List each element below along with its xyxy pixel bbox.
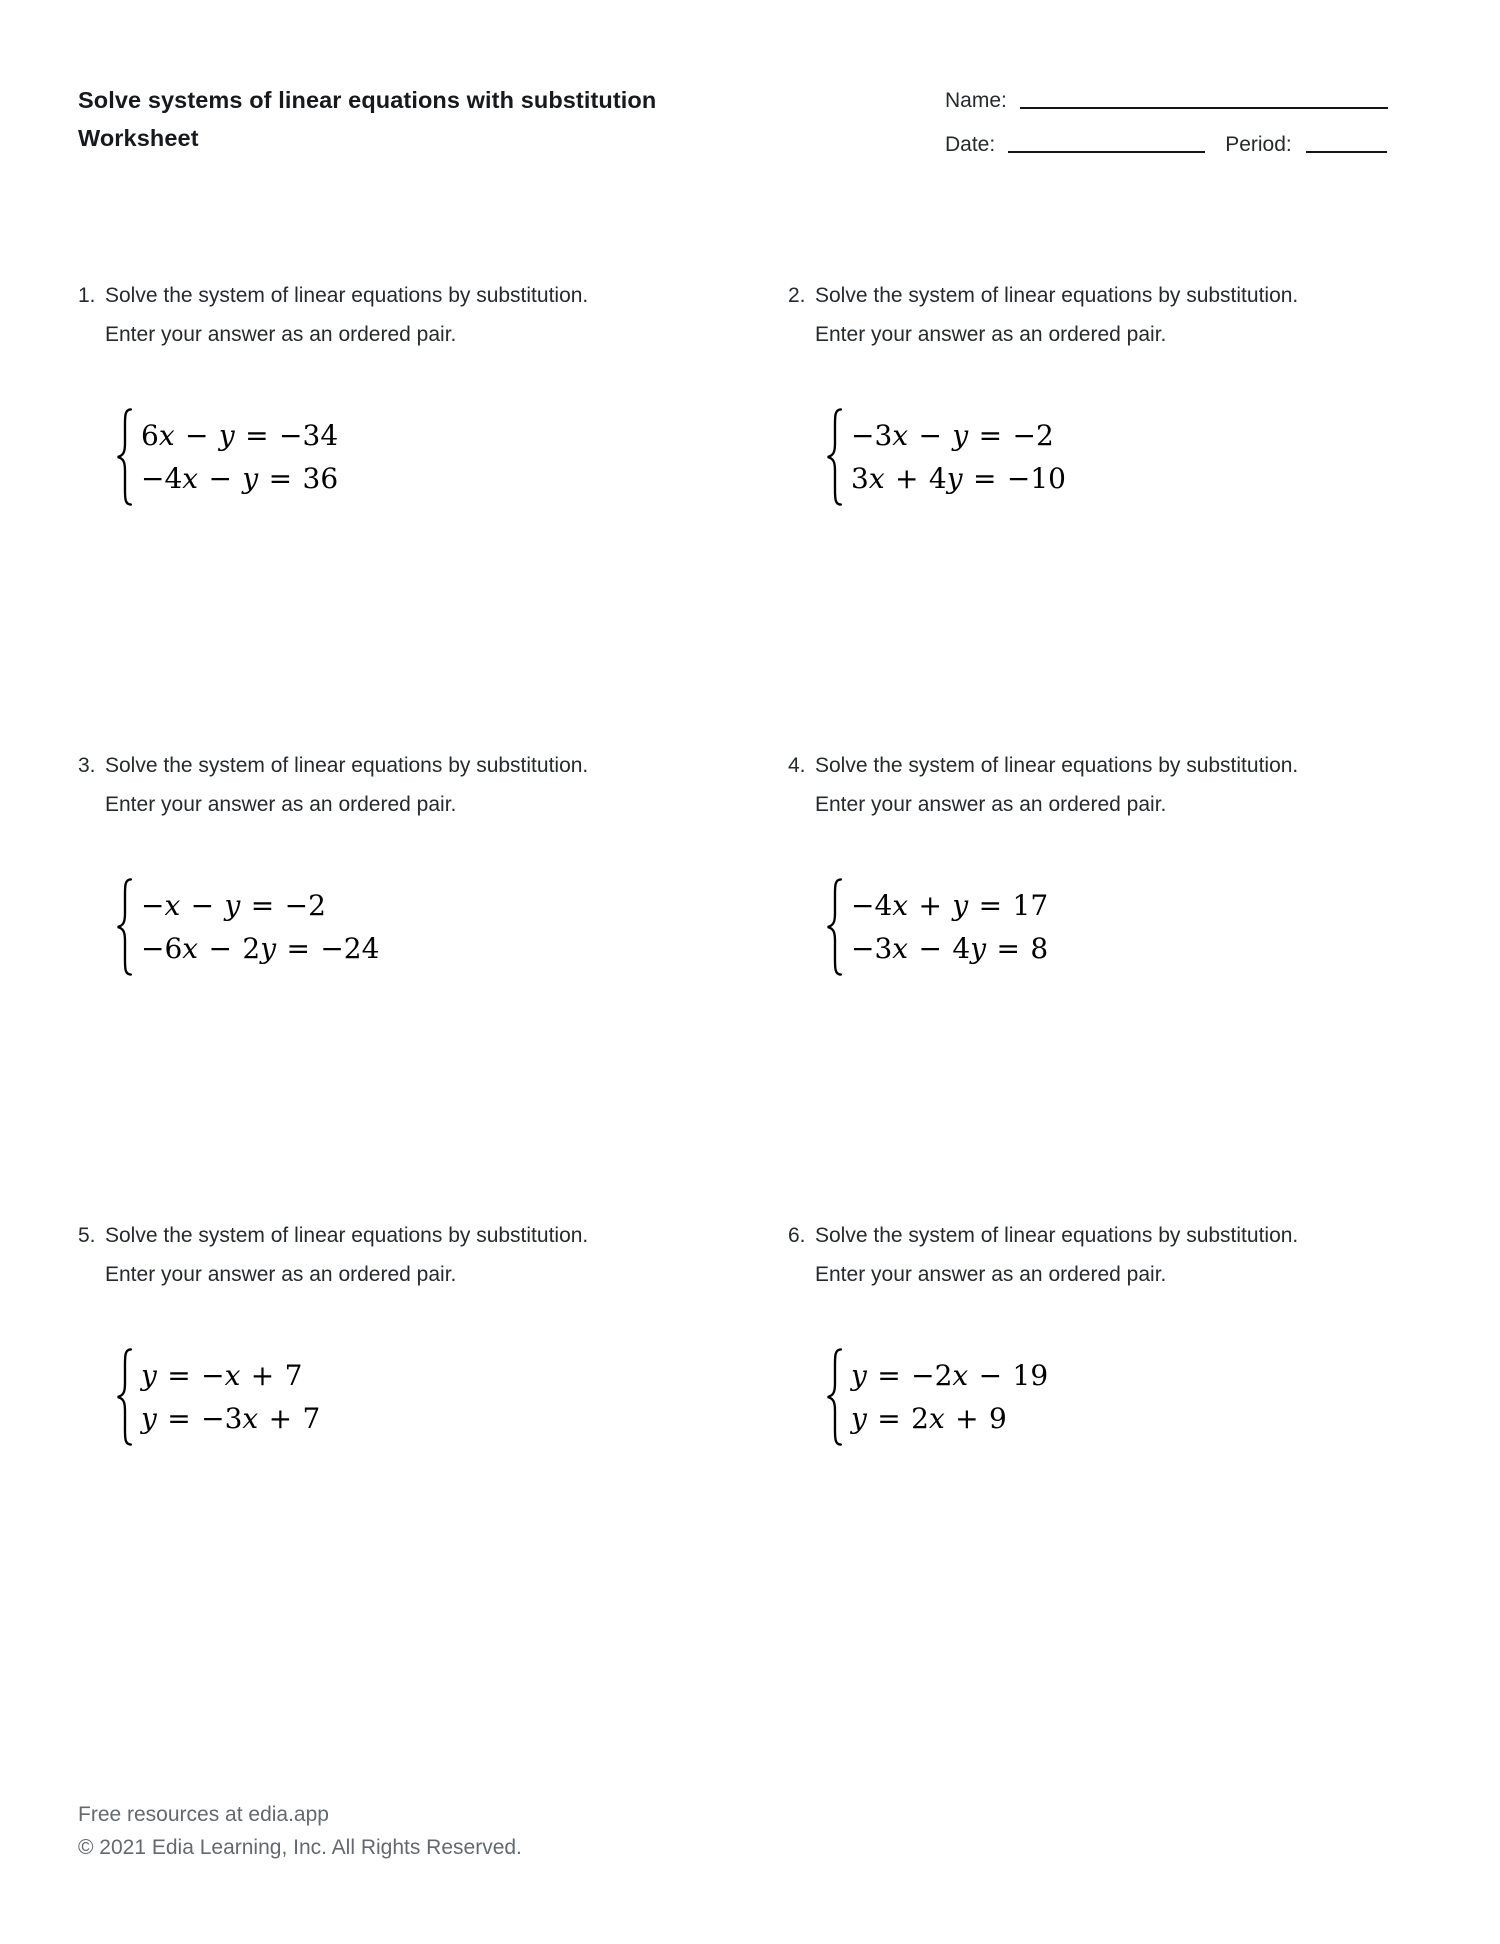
problem-1-equation-1: 6x − y = −34 xyxy=(141,418,339,452)
period-blank-line xyxy=(1306,151,1387,153)
problem-1-equations xyxy=(141,414,338,501)
name-label: Name: xyxy=(945,89,1007,112)
left-brace-icon xyxy=(825,878,844,976)
date-label: Date: xyxy=(945,133,996,156)
problem-6 xyxy=(788,1216,1428,1435)
footer-resources-text: Free resources at edia.app xyxy=(78,1803,329,1826)
problem-4-equation-1: −4x + y = 17 xyxy=(851,888,1049,922)
footer-copyright-text: © 2021 Edia Learning, Inc. All Rights Reserved. xyxy=(78,1836,522,1859)
problem-4-equation-2: −3x − 4y = 8 xyxy=(851,932,1049,965)
problem-1-system xyxy=(115,408,338,506)
problem-4-equations xyxy=(851,884,1048,971)
problem-2-system xyxy=(825,408,1066,506)
problem-3-prompt: Solve the system of linear equations by substitution. Enter your answer as an ordered pair. xyxy=(105,754,589,816)
problem-3 xyxy=(78,746,718,965)
page-footer xyxy=(78,1798,522,1864)
date-period-field-row xyxy=(945,130,1387,157)
problem-1 xyxy=(78,276,718,495)
name-blank-line xyxy=(1020,107,1388,109)
problem-6-equation-1: y = −2x − 19 xyxy=(851,1358,1049,1392)
problem-1-number: 1. xyxy=(78,284,96,307)
worksheet-title-line2: Worksheet xyxy=(78,125,199,151)
problem-2-prompt: Solve the system of linear equations by substitution. Enter your answer as an ordered pair. xyxy=(815,284,1299,346)
problem-6-number: 6. xyxy=(788,1224,806,1247)
left-brace-icon xyxy=(825,408,844,506)
problem-5-prompt: Solve the system of linear equations by substitution. Enter your answer as an ordered pair. xyxy=(105,1224,589,1286)
problem-4-number: 4. xyxy=(788,754,806,777)
problem-5-number: 5. xyxy=(78,1224,96,1247)
problem-3-system xyxy=(115,878,379,976)
problem-2 xyxy=(788,276,1428,495)
problem-3-equation-2: −6x − 2y = −24 xyxy=(141,932,380,965)
problem-4 xyxy=(788,746,1428,965)
problem-3-equations xyxy=(141,884,379,971)
problem-5-equation-1: y = −x + 7 xyxy=(141,1358,303,1392)
period-label: Period: xyxy=(1225,133,1292,156)
problem-3-equation-1: −x − y = −2 xyxy=(141,888,326,922)
problem-6-equations xyxy=(851,1354,1048,1441)
left-brace-icon xyxy=(115,408,134,506)
problem-5-equation-2: y = −3x + 7 xyxy=(141,1402,321,1435)
problem-6-equation-2: y = 2x + 9 xyxy=(851,1402,1007,1435)
problem-6-prompt: Solve the system of linear equations by substitution. Enter your answer as an ordered pair. xyxy=(815,1224,1299,1286)
left-brace-icon xyxy=(825,1348,844,1446)
left-brace-icon xyxy=(115,1348,134,1446)
problem-2-equations xyxy=(851,414,1066,501)
problem-2-equation-2: 3x + 4y = −10 xyxy=(851,462,1066,495)
problem-6-system xyxy=(825,1348,1048,1446)
problem-5-equations xyxy=(141,1354,320,1441)
problem-4-system xyxy=(825,878,1048,976)
worksheet-title xyxy=(78,81,656,157)
left-brace-icon xyxy=(115,878,134,976)
problem-5-system xyxy=(115,1348,320,1446)
problem-1-prompt: Solve the system of linear equations by substitution. Enter your answer as an ordered pair. xyxy=(105,284,589,346)
problem-2-number: 2. xyxy=(788,284,806,307)
problem-5 xyxy=(78,1216,718,1435)
problem-1-equation-2: −4x − y = 36 xyxy=(141,462,339,495)
problem-2-equation-1: −3x − y = −2 xyxy=(851,418,1054,452)
worksheet-title-line1: Solve systems of linear equations with substitution xyxy=(78,87,657,113)
name-field-row xyxy=(945,86,1388,113)
problem-3-number: 3. xyxy=(78,754,96,777)
problem-4-prompt: Solve the system of linear equations by substitution. Enter your answer as an ordered pair. xyxy=(815,754,1299,816)
date-blank-line xyxy=(1008,151,1205,153)
